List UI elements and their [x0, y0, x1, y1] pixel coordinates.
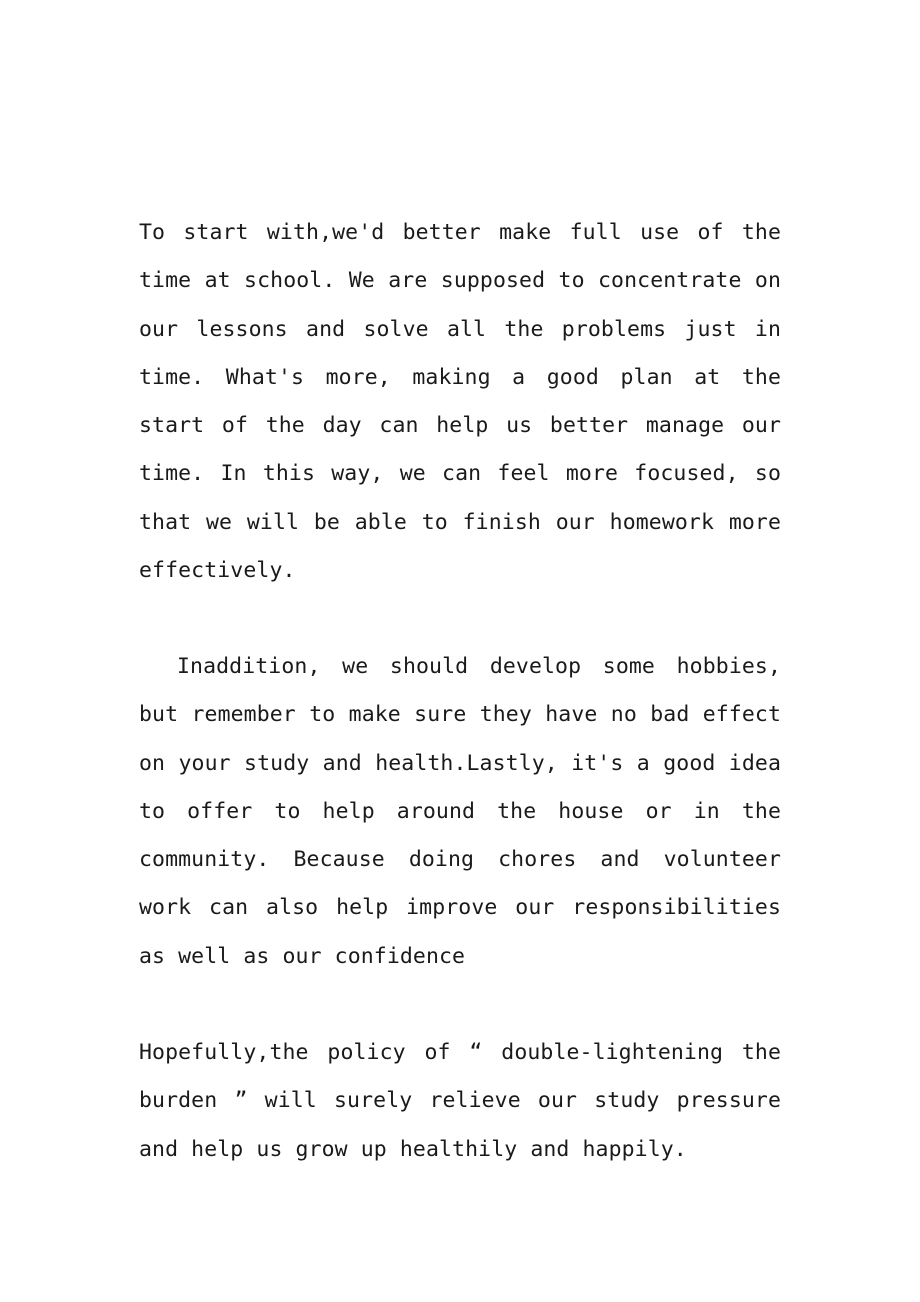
paragraph-hobbies-and-chores: Inaddition, we should develop some hobbies, but remember to make sure they have no bad effect on your study and health.Lastly, it's a good idea to offer to help around the house or in the community. Because doing chores and volunteer work can also help improve our responsibilities as well as our confidence [139, 654, 781, 969]
paragraph-conclusion: Hopefully,the policy of “ double-lightening the burden ” will surely relieve our study pressure and help us grow up healthily and happily. [139, 1040, 781, 1162]
paragraph-time-management: To start with,we'd better make full use of the time at school. We are supposed to concentrate on our lessons and solve all the problems just in time. What's more, making a good plan at the start of the day can help us better manage our time. In this way, we can feel more focused, so that we will be able to finish our homework more effectively. [139, 220, 781, 584]
